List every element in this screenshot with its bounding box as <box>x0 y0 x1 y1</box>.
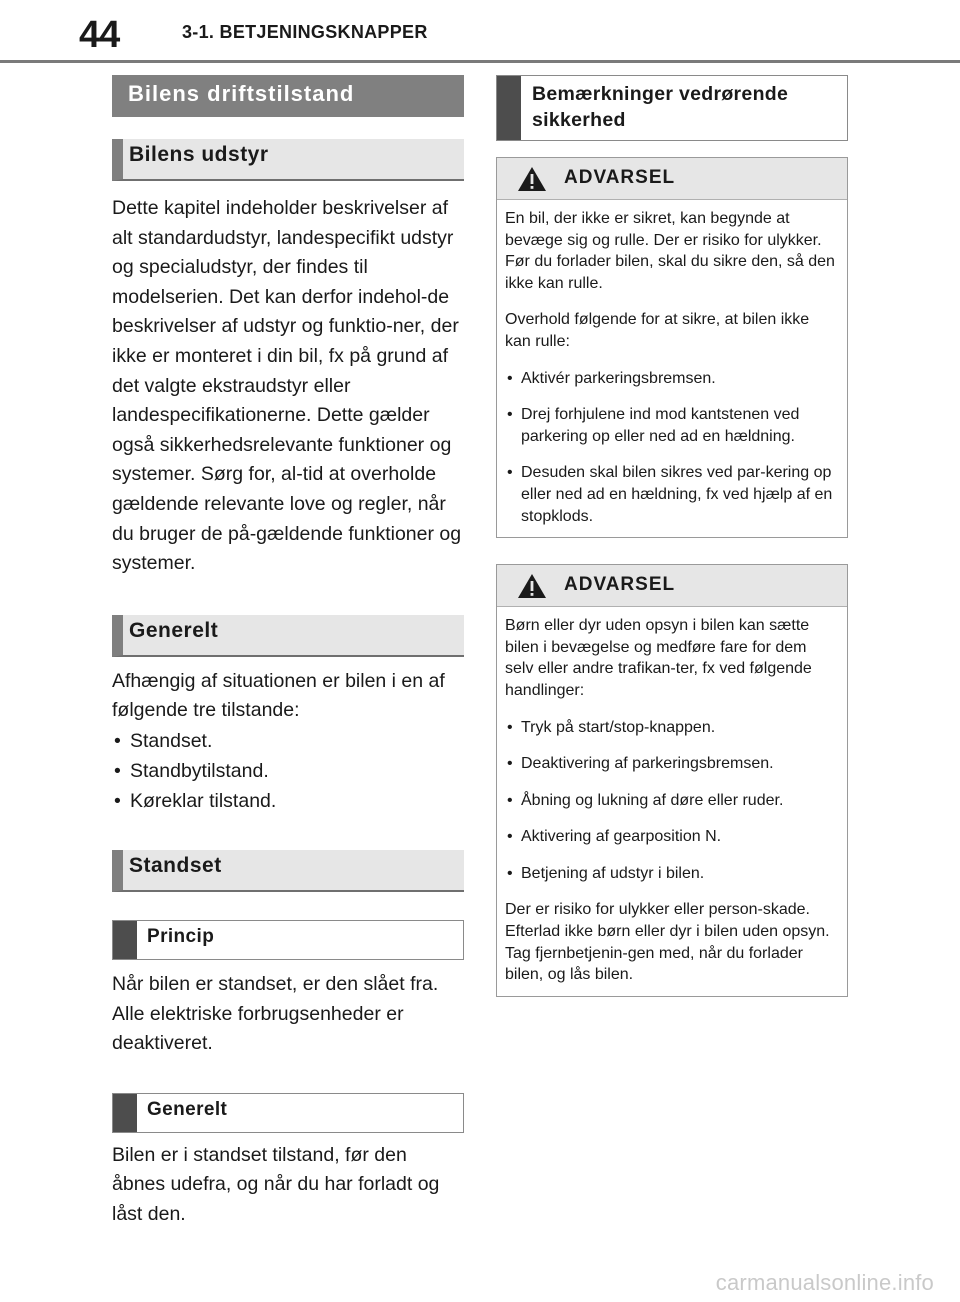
page-number: 44 <box>79 14 120 56</box>
warning-list <box>505 368 839 528</box>
state-list <box>112 726 464 816</box>
general-intro: Afhængig af situationen er bilen i en af følgende tre tilstande: <box>112 669 445 722</box>
warning-triangle-icon <box>517 573 547 599</box>
heading-principle: Princip <box>112 920 464 960</box>
right-column <box>496 75 848 997</box>
list-item: • Tryk på start/stop-knappen. <box>505 717 839 739</box>
warning-text: Der er risiko for ulykker eller person-skade. Efterlad ikke børn eller dyr i bilen uden opsyn. Tag fjernbetjenin-gen med, når du forlader bilen, og lås bilen. <box>505 901 830 984</box>
footer-watermark[interactable]: carmanualsonline.info <box>715 1270 934 1295</box>
warning-label: ADVARSEL <box>564 574 676 596</box>
warning-text: Overhold følgende for at sikre, at bilen ikke kan rulle: <box>505 311 810 350</box>
list-item: • Deaktivering af parkeringsbremsen. <box>505 753 839 775</box>
warning-box-1 <box>496 157 848 538</box>
warning-text: Børn eller dyr uden opsyn i bilen kan sætte bilen i bevægelse og medføre fare for dem selv eller andre trafikan-ter, fx ved følgende handlinger: <box>505 617 812 699</box>
principle-text: Når bilen er standset, er den slået fra. Alle elektriske forbrugsenheder er deaktiveret. <box>112 972 439 1055</box>
heading-general: Generelt <box>112 615 464 657</box>
main-title: Bilens driftstilstand <box>112 75 464 117</box>
heading-general-2: Generelt <box>112 1093 464 1133</box>
warning-list <box>505 717 839 885</box>
page-header <box>0 0 960 64</box>
warning-text: En bil, der ikke er sikret, kan begynde at bevæge sig og rulle. Der er risiko for ulykker. Før du forlader bilen, skal du sikre den, så den ikke kan rulle. <box>505 210 835 292</box>
warning-box-2 <box>496 564 848 997</box>
header-rule <box>0 60 960 63</box>
list-item: • Aktivér parkeringsbremsen. <box>505 368 839 390</box>
list-item: • Åbning og lukning af døre eller ruder. <box>505 790 839 812</box>
list-item: • Desuden skal bilen sikres ved par-kering op eller ned ad en hældning, fx ved hjælp af en stopklods. <box>505 462 839 527</box>
section-title: 3-1. BETJENINGSKNAPPER <box>182 22 428 42</box>
list-item: • Standset. <box>112 726 464 756</box>
heading-stopped: Standset <box>112 850 464 892</box>
list-item: • Aktivering af gearposition N. <box>505 826 839 848</box>
stopped-general-text: Bilen er i standset tilstand, før den åbnes udefra, og når du har forladt og låst den. <box>112 1143 440 1225</box>
left-column <box>112 75 464 1229</box>
equipment-text: Dette kapitel indeholder beskrivelser af alt standardudstyr, landespecifikt udstyr og specialudstyr, der findes til modelserien. Det kan derfor indehol-de beskrivelser af udstyr og funktio-ner, der ikke er monteret i din bil, fx på grund af det valgte ekstraudstyr eller landespecifikationerne. Dette gælder også sikkerhedsrelevante funktioner og systemer. Sørg for, al-tid at overholde gældende relevante love og regler, når du bruger de på-gældende funktioner og systemer. <box>112 197 462 575</box>
list-item: • Køreklar tilstand. <box>112 786 464 816</box>
heading-equipment: Bilens udstyr <box>112 139 464 181</box>
list-item: • Standbytilstand. <box>112 756 464 786</box>
heading-safety-notes: Bemærkninger vedrørende sikkerhed <box>496 75 848 141</box>
warning-label: ADVARSEL <box>564 167 676 188</box>
warning-triangle-icon <box>517 166 547 192</box>
list-item: • Drej forhjulene ind mod kantstenen ved parkering op eller ned ad en hældning. <box>505 404 839 447</box>
list-item: • Betjening af udstyr i bilen. <box>505 863 839 885</box>
